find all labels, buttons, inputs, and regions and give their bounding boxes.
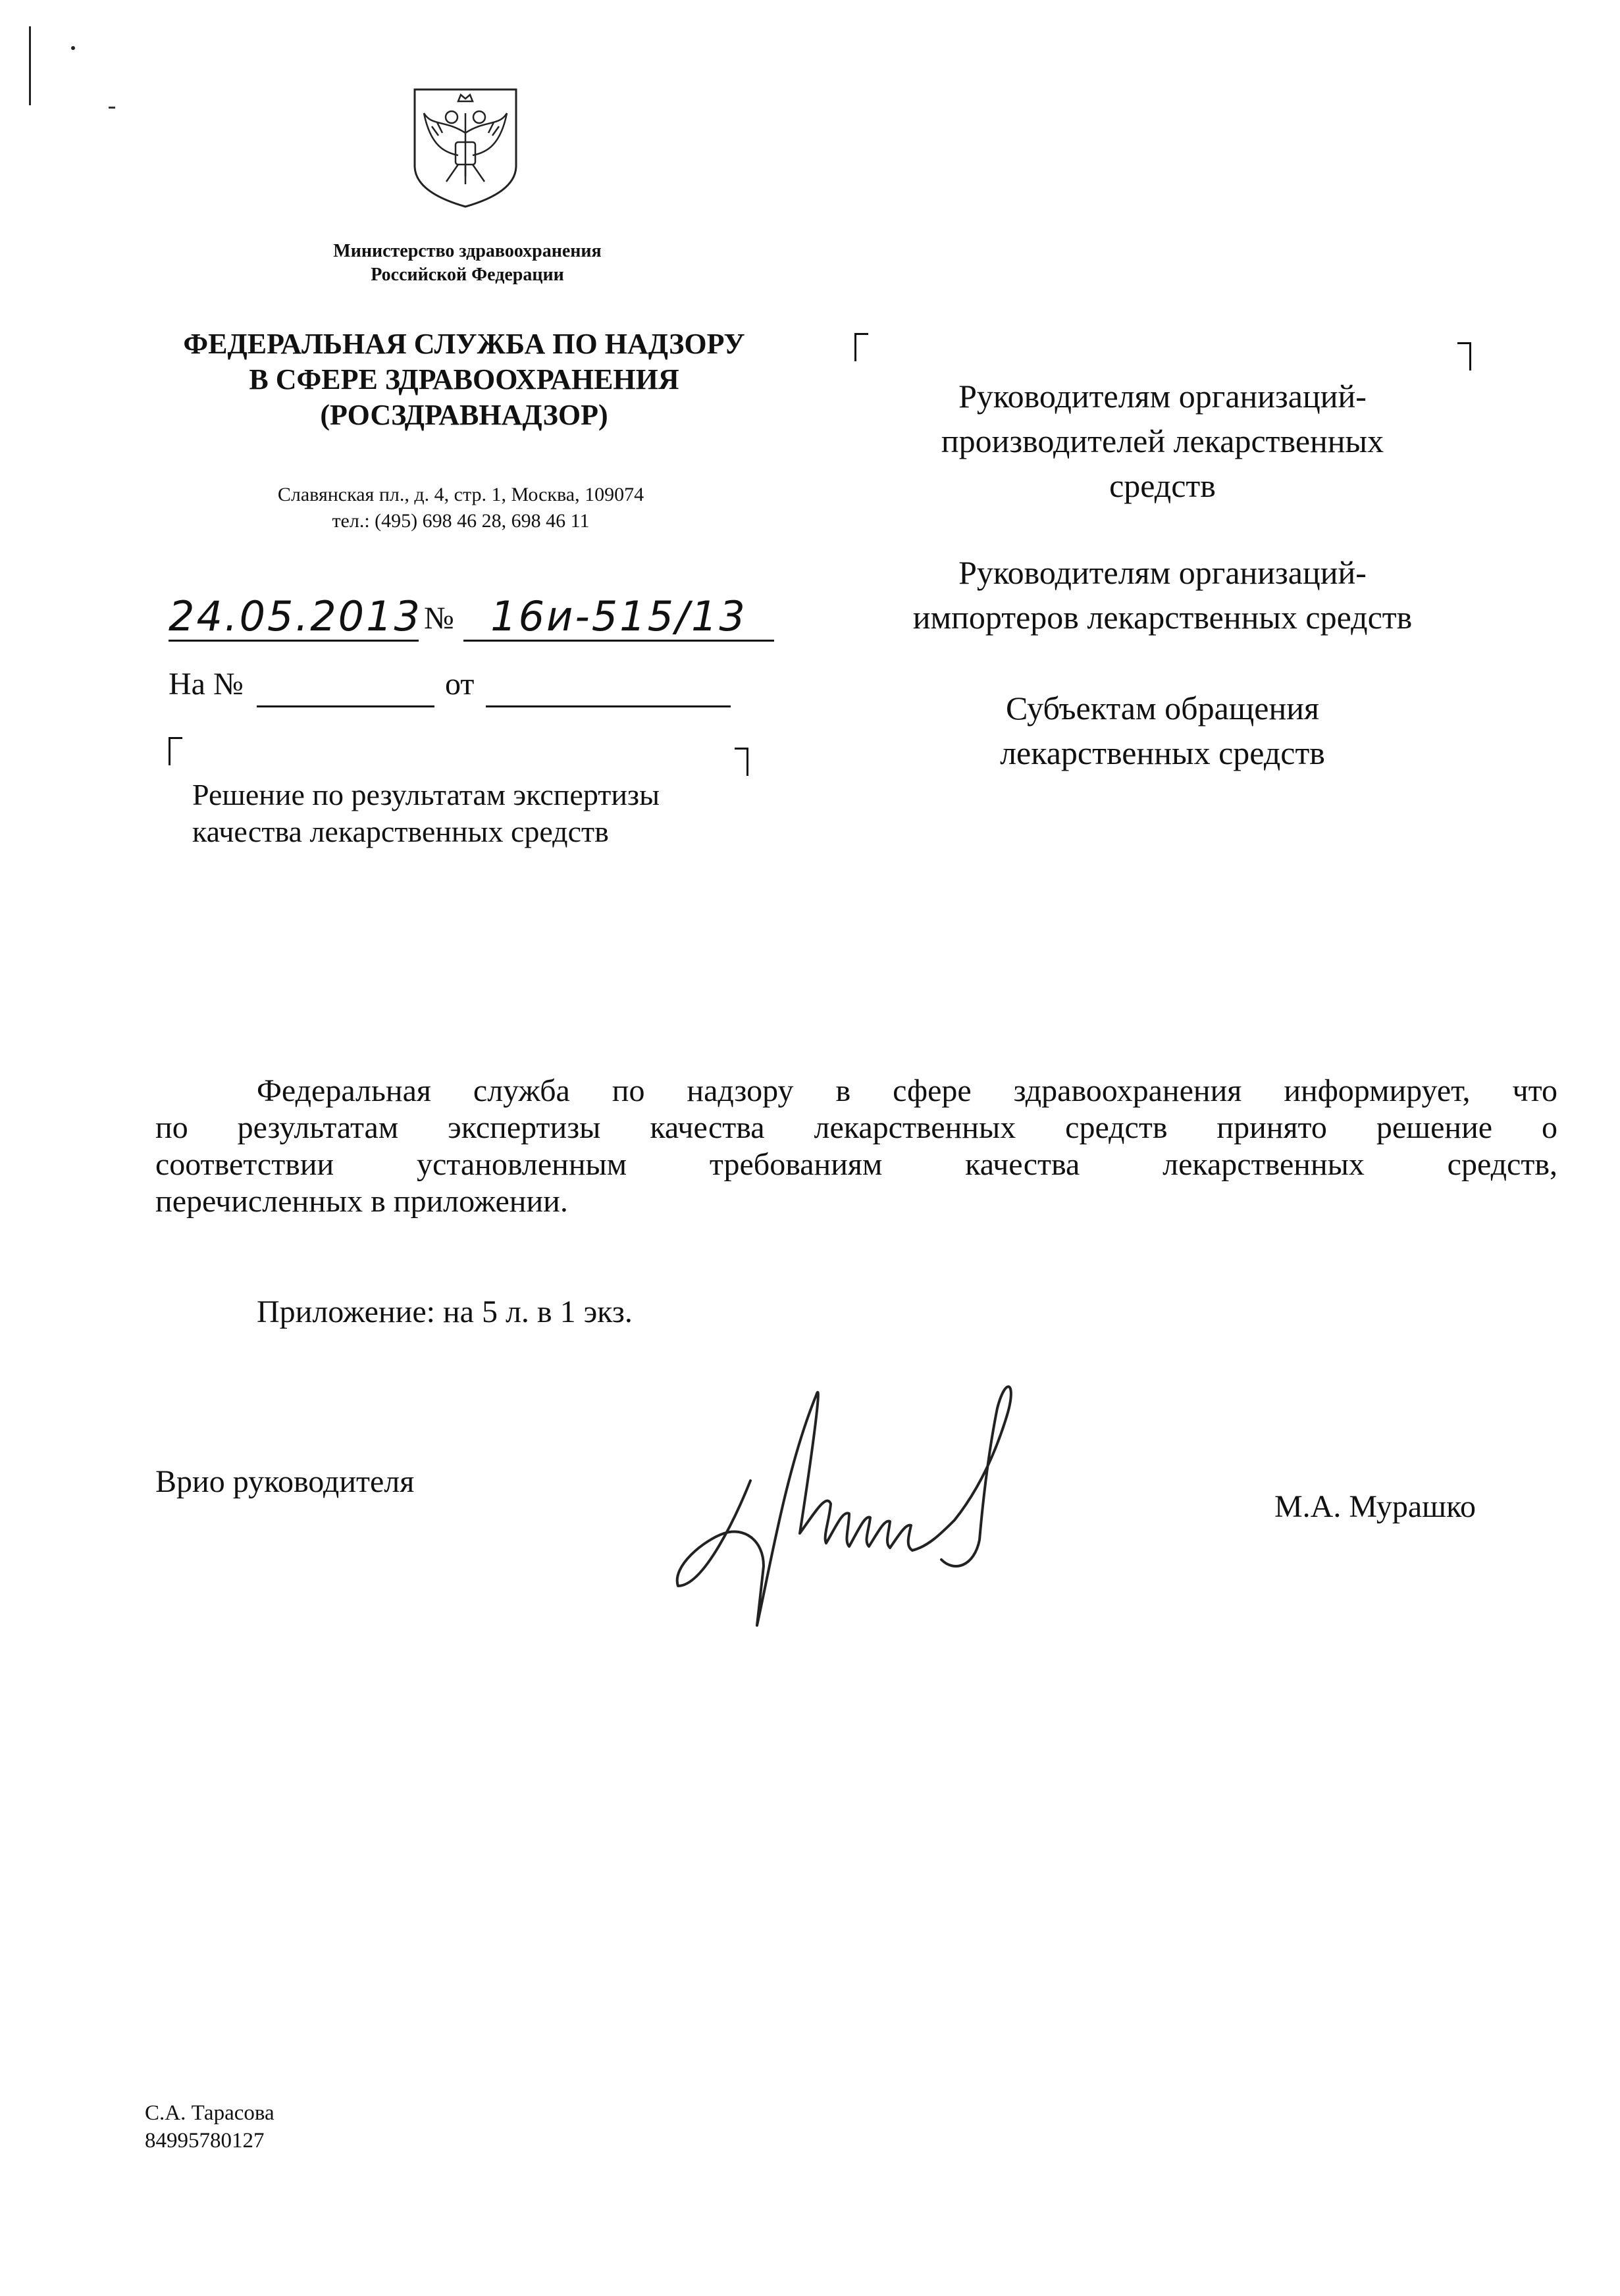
scan-speck (71, 46, 75, 50)
body-line-2: по результатам экспертизы качества лекарственных средств принято решение о (155, 1110, 1557, 1145)
recipient-group-3-line-2: лекарственных средств (1000, 734, 1325, 771)
ministry-line-2: Российской Федерации (371, 265, 564, 285)
outgoing-date: 24.05.2013 (169, 592, 422, 640)
agency-line-3: (РОСЗДРАВНАДЗОР) (320, 399, 608, 431)
subject-bracket-right (735, 748, 748, 776)
agency-line-2: В СФЕРЕ ЗДРАВООХРАНЕНИЯ (249, 363, 679, 395)
recipient-group-1-line-1: Руководителям организаций- (958, 378, 1367, 415)
coat-of-arms-icon (412, 87, 519, 209)
address-line: Славянская пл., д. 4, стр. 1, Москва, 109074 (277, 484, 644, 505)
signatory-name: М.А. Мурашко (1274, 1489, 1476, 1524)
from-date-line (486, 705, 731, 707)
scan-margin-line (29, 26, 31, 105)
subject-line-1: Решение по результатам экспертизы (192, 778, 660, 811)
recipient-group-1-line-3: средств (1109, 467, 1216, 504)
subject-bracket-left (169, 737, 182, 765)
reply-to-number-line (257, 705, 434, 707)
ministry-line-1: Министерство здравоохранения (333, 241, 602, 261)
number-sign: № (424, 601, 454, 636)
attachment-note: Приложение: на 5 л. в 1 экз. (257, 1294, 633, 1329)
body-line-3: соответствии установленным требованиям качества лекарственных средств, (155, 1147, 1557, 1182)
subject-line-2: качества лекарственных средств (192, 815, 609, 848)
executor-phone: 84995780127 (145, 2129, 265, 2153)
agency-line-1: ФЕДЕРАЛЬНАЯ СЛУЖБА ПО НАДЗОРУ (183, 328, 745, 360)
from-label: от (445, 667, 475, 702)
scan-speck (109, 107, 115, 109)
recipient-bracket-right (1457, 342, 1471, 370)
recipient-group-1-line-2: производителей лекарственных (941, 422, 1384, 459)
body-line-4: перечисленных в приложении. (155, 1184, 568, 1219)
signature-image (665, 1369, 1047, 1645)
recipient-bracket-left (854, 333, 868, 361)
reply-to-label: На № (169, 667, 244, 702)
recipient-group-3-line-1: Субъектам обращения (1006, 690, 1319, 727)
recipient-group-2-line-2: импортеров лекарственных средств (912, 599, 1413, 636)
body-line-1: Федеральная служба по надзору в сфере здравоохранения информирует, что (257, 1073, 1557, 1108)
recipient-group-2-line-1: Руководителям организаций- (958, 554, 1367, 591)
signatory-position: Врио руководителя (155, 1464, 415, 1499)
outgoing-number: 16и-515/13 (463, 592, 774, 642)
executor-name: С.А. Тарасова (145, 2101, 274, 2125)
phone-line: тел.: (495) 698 46 28, 698 46 11 (332, 510, 590, 532)
